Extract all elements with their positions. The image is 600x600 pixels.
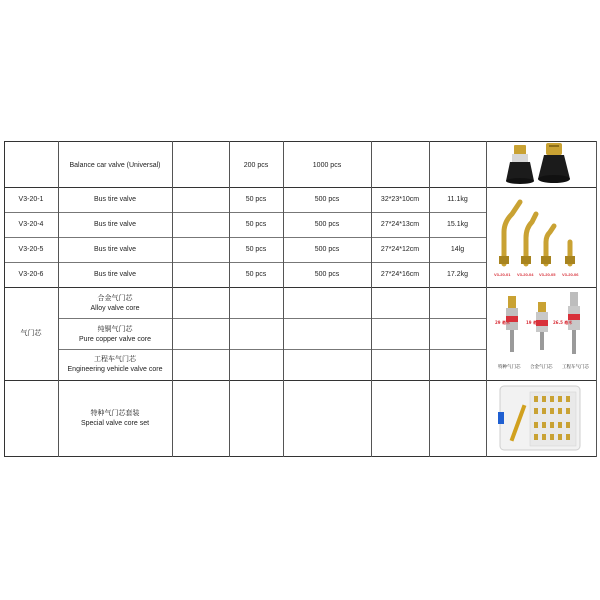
image-caption: V3-20-04 xyxy=(517,272,534,277)
row-divider xyxy=(4,287,596,288)
qty-small: 50 pcs xyxy=(245,196,267,203)
row-divider xyxy=(58,318,486,319)
carton-size: 27*24*16cm xyxy=(380,271,420,278)
copper-core-cn: 纯铜气门芯 xyxy=(97,326,133,333)
product-name: Bus tire valve xyxy=(93,196,137,203)
row-divider xyxy=(4,262,486,263)
row-divider xyxy=(4,212,486,213)
valve-core-group-label: 气门芯 xyxy=(20,330,42,337)
special-set-en: Special valve core set xyxy=(80,420,150,427)
table-border-left xyxy=(4,141,5,457)
image-caption: 工程车气门芯 xyxy=(562,365,589,370)
size-label: 19 毫米 xyxy=(526,320,541,325)
carton-size: 27*24*13cm xyxy=(380,221,420,228)
valve-core-icon xyxy=(536,302,548,350)
image-caption: 合金气门芯 xyxy=(530,365,553,370)
rubber-valve-icon xyxy=(506,145,534,184)
row-divider xyxy=(58,349,486,350)
balance-car-valve-label: Balance car valve (Universal) xyxy=(69,162,161,169)
col-divider xyxy=(486,141,487,457)
carton-size: 32*23*10cm xyxy=(380,196,420,203)
weight: 14lg xyxy=(450,246,465,253)
col-divider xyxy=(172,141,173,457)
bent-valve-icon xyxy=(504,202,520,264)
bus-tire-valves-image xyxy=(492,192,592,282)
qty-small: 200 pcs xyxy=(243,162,269,169)
image-caption: V3-20-05 xyxy=(539,272,556,277)
rubber-valve-icon xyxy=(538,143,570,183)
image-caption: V3-20-01 xyxy=(494,272,511,277)
qty-large: 500 pcs xyxy=(314,196,340,203)
balance-car-valve-image xyxy=(500,143,586,185)
special-set-cn: 特种气门芯套装 xyxy=(90,410,140,417)
qty-small: 50 pcs xyxy=(245,271,267,278)
valve-cores-image xyxy=(492,290,592,376)
row-divider xyxy=(4,187,596,188)
product-name: Bus tire valve xyxy=(93,221,137,228)
qty-large: 500 pcs xyxy=(314,246,340,253)
alloy-core-en: Alloy valve core xyxy=(90,305,140,312)
product-name: Bus tire valve xyxy=(93,271,137,278)
table-border-top xyxy=(4,141,596,142)
col-divider xyxy=(283,141,284,457)
product-name: Bus tire valve xyxy=(93,246,137,253)
size-label: 26.5 毫米 xyxy=(553,320,573,325)
weight: 11.1kg xyxy=(447,196,468,203)
qty-small: 50 pcs xyxy=(245,221,267,228)
carton-size: 27*24*12cm xyxy=(380,246,420,253)
engineering-core-en: Engineering vehicle valve core xyxy=(67,366,163,373)
alloy-core-cn: 合金气门芯 xyxy=(97,295,133,302)
weight: 15.1kg xyxy=(446,221,469,228)
table-border-bottom xyxy=(4,456,596,457)
valve-core-set-image xyxy=(494,384,586,454)
row-divider xyxy=(4,237,486,238)
qty-large: 500 pcs xyxy=(314,221,340,228)
image-caption: V3-20-06 xyxy=(562,272,579,277)
product-code: V3-20-5 xyxy=(18,246,44,253)
col-divider xyxy=(371,141,372,457)
weight: 17.2kg xyxy=(446,271,469,278)
col-divider xyxy=(429,141,430,457)
product-code: V3-20-1 xyxy=(18,196,44,203)
qty-small: 50 pcs xyxy=(245,246,267,253)
size-label: 29 毫米 xyxy=(495,320,510,325)
col-divider xyxy=(229,141,230,457)
qty-large: 500 pcs xyxy=(314,271,340,278)
row-divider xyxy=(4,380,596,381)
product-code: V3-20-4 xyxy=(18,221,44,228)
product-code: V3-20-6 xyxy=(18,271,44,278)
qty-large: 1000 pcs xyxy=(312,162,342,169)
image-caption: 特种气门芯 xyxy=(498,365,521,370)
col-divider xyxy=(596,141,597,457)
brand-tag-icon xyxy=(498,412,504,424)
engineering-core-cn: 工程车气门芯 xyxy=(94,356,136,363)
copper-core-en: Pure copper valve core xyxy=(79,336,151,343)
